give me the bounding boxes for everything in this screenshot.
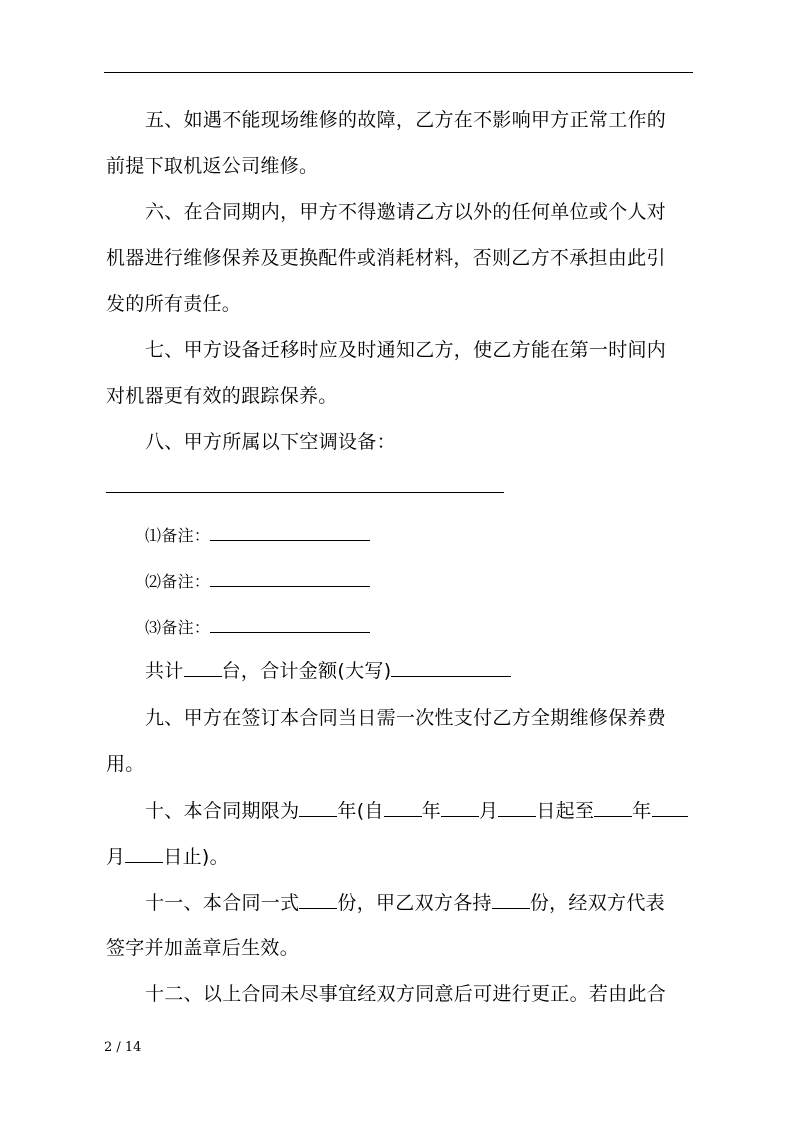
- start-year-blank: [384, 798, 422, 817]
- total-label-a: 共计: [145, 660, 184, 682]
- clause-10-line-1: [145, 798, 688, 823]
- clause-10-b: 年(自: [337, 800, 384, 822]
- clause-10-h: 日止)。: [163, 846, 229, 868]
- note-2-blank: [210, 568, 370, 587]
- clause-9-line-2: 用。: [106, 753, 145, 775]
- clause-10-d: 月: [479, 800, 499, 822]
- note-3-blank: [210, 614, 370, 633]
- clause-9-line-1: 九、甲方在签订本合同当日需一次性支付乙方全期维修保养费: [145, 707, 667, 729]
- note-1-label: ⑴备注：: [145, 526, 211, 545]
- clause-5-line-1: 五、如遇不能现场维修的故障，乙方在不影响甲方正常工作的: [145, 109, 667, 131]
- clause-7-line-2: 对机器更有效的跟踪保养。: [106, 385, 338, 407]
- header-rule: [104, 72, 693, 73]
- clause-6-line-1: 六、在合同期内，甲方不得邀请乙方以外的任何单位或个人对: [145, 201, 667, 223]
- clause-10-line-2: [106, 844, 229, 869]
- end-month-blank: [652, 798, 688, 817]
- term-years-blank: [299, 798, 337, 817]
- end-day-blank: [125, 844, 163, 863]
- clause-11-a: 十一、本合同一式: [145, 892, 300, 914]
- total-label-b: 台，合计金额(大写): [221, 660, 392, 682]
- clause-11-c: 份，经双方代表: [529, 892, 665, 914]
- clause-11-line-1: [145, 890, 665, 915]
- copies-each-blank: [492, 890, 530, 909]
- equipment-blank-line: [106, 492, 504, 493]
- clause-12-line-1: 十二、以上合同未尽事宜经双方同意后可进行更正。若由此合: [145, 983, 667, 1005]
- clause-10-g: 月: [106, 846, 126, 868]
- note-1-blank: [210, 522, 370, 541]
- clause-6-line-2: 机器进行维修保养及更换配件或消耗材料，否则乙方不承担由此引: [106, 247, 666, 269]
- end-year-blank: [594, 798, 632, 817]
- unit-count-blank: [184, 658, 222, 677]
- note-3-label: ⑶备注：: [145, 618, 211, 637]
- clause-10-c: 年: [421, 800, 442, 822]
- note-1: [145, 522, 370, 548]
- amount-blank: [391, 658, 511, 677]
- note-3: [145, 614, 370, 640]
- clause-11-line-2: 签字并加盖章后生效。: [106, 937, 300, 959]
- clause-11-b: 份，甲乙双方各持: [337, 892, 492, 914]
- total-line: [145, 658, 511, 683]
- start-day-blank: [498, 798, 536, 817]
- note-2-label: ⑵备注：: [145, 572, 211, 591]
- clause-8-line-1: 八、甲方所属以下空调设备：: [145, 431, 396, 453]
- copies-blank: [299, 890, 337, 909]
- clause-10-a: 十、本合同期限为: [145, 800, 300, 822]
- clause-10-e: 日起至: [536, 800, 595, 822]
- page-number: 2 / 14: [104, 1040, 142, 1055]
- clause-10-f: 年: [632, 800, 652, 822]
- clause-5-line-2: 前提下取机返公司维修。: [106, 155, 319, 177]
- start-month-blank: [441, 798, 479, 817]
- clause-7-line-1: 七、甲方设备迁移时应及时通知乙方，使乙方能在第一时间内: [145, 339, 667, 361]
- clause-6-line-3: 发的所有责任。: [106, 293, 242, 315]
- note-2: [145, 568, 370, 594]
